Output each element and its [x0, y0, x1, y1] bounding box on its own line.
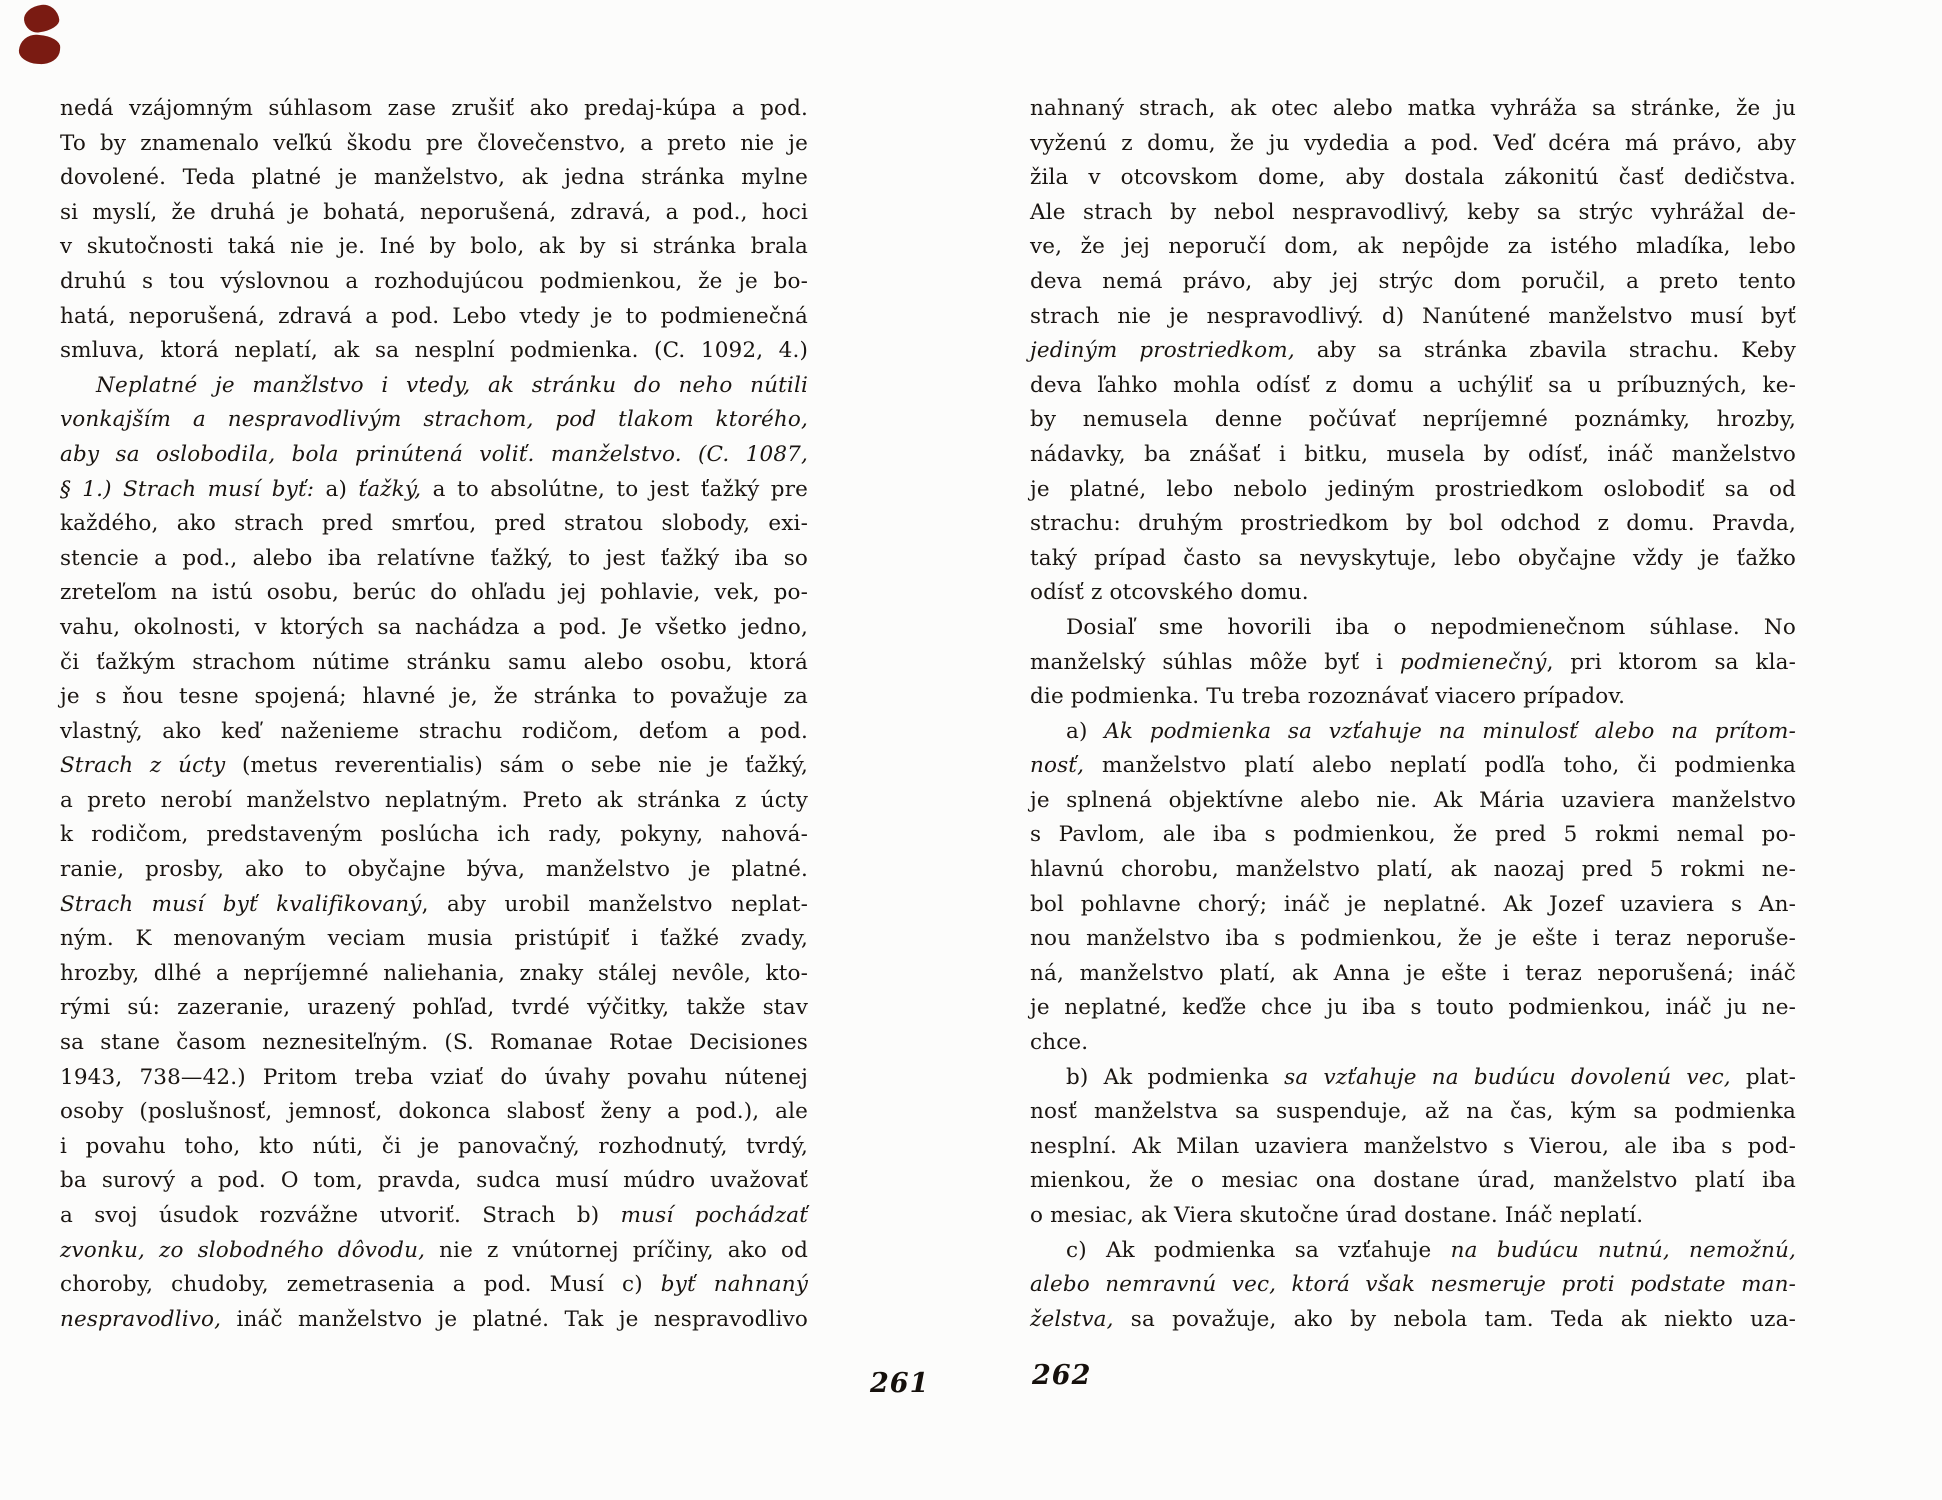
- italic-text-run: jediným prostriedkom,: [1030, 338, 1295, 364]
- text-line: [1030, 991, 1796, 1026]
- text-line: [60, 1026, 808, 1061]
- text-line: [1030, 230, 1796, 265]
- text-line: [60, 473, 808, 508]
- italic-text-run: želstva,: [1030, 1306, 1114, 1332]
- text-line: [60, 196, 808, 231]
- text-run: každého, ako strach pred smrťou, pred stratou slobody, exi-: [60, 511, 808, 537]
- text-run: a): [1066, 718, 1105, 744]
- italic-text-run: Ak podmienka sa vzťahuje na minulosť alebo na prítom-: [1104, 718, 1796, 744]
- text-line: [1030, 334, 1796, 369]
- text-run: zreteľom na istú osobu, berúc do ohľadu jej pohlavie, vek, po-: [60, 580, 808, 606]
- text-run: plat-: [1730, 1064, 1796, 1090]
- right-page-text-column: [1030, 92, 1796, 1337]
- text-run: vyženú z domu, že ju vydedia a pod. Veď dcéra má právo, aby: [1030, 130, 1796, 156]
- text-line: [1030, 1026, 1796, 1061]
- text-line: [1030, 1130, 1796, 1165]
- text-line: [60, 300, 808, 335]
- text-run: by nemusela denne počúvať nepríjemné poznámky, hrozby,: [1030, 407, 1796, 433]
- text-line: [60, 853, 808, 888]
- text-run: ná, manželstvo platí, ak Anna je ešte i teraz neporušená; ináč: [1030, 960, 1796, 986]
- ink-mark: [18, 34, 61, 66]
- text-line: [1030, 196, 1796, 231]
- text-run: ným. K menovaným veciam musia pristúpiť i ťažké zvady,: [60, 926, 808, 952]
- text-line: [1030, 1268, 1796, 1303]
- text-run: nosť manželstva sa suspenduje, až na čas, kým sa podmienka: [1030, 1099, 1796, 1125]
- italic-text-run: zvonku, zo slobodného dôvodu,: [60, 1237, 426, 1263]
- text-line: [60, 818, 808, 853]
- text-run: strachu: druhým prostriedkom by bol odchod z domu. Pravda,: [1030, 511, 1796, 537]
- text-run: mienkou, že o mesiac ona dostane úrad, manželstvo platí iba: [1030, 1168, 1796, 1194]
- text-run: žila v otcovskom dome, aby dostala zákonitú časť dedičstva.: [1030, 165, 1796, 191]
- text-line: [60, 1095, 808, 1130]
- text-run: taký prípad často sa nevyskytuje, lebo obyčajne vždy je ťažko: [1030, 545, 1796, 571]
- text-line: [60, 542, 808, 577]
- left-page-text-column: [60, 92, 808, 1337]
- ink-mark: [22, 3, 60, 34]
- text-line: [60, 369, 808, 404]
- text-line: [60, 438, 808, 473]
- text-line: [60, 403, 808, 438]
- text-line: [1030, 1095, 1796, 1130]
- italic-text-run: Strach musí byť kvalifikovaný: [60, 891, 422, 917]
- text-line: [60, 715, 808, 750]
- text-run: deva nemá právo, aby jej strýc dom poručil, a preto tento: [1030, 268, 1796, 294]
- italic-text-run: § 1.) Strach musí byť:: [60, 476, 315, 502]
- italic-text-run: Strach z úcty: [60, 753, 226, 779]
- text-line: [60, 922, 808, 957]
- text-line: [60, 1199, 808, 1234]
- text-line: [1030, 542, 1796, 577]
- text-line: [60, 1164, 808, 1199]
- text-run: si myslí, že druhá je bohatá, neporušená, zdravá, a pod., hoci: [60, 199, 808, 225]
- text-run: je s ňou tesne spojená; hlavné je, že stránka to považuje za: [60, 684, 808, 710]
- italic-text-run: Neplatné je manžlstvo i vtedy, ak stránku do neho nútili: [96, 372, 808, 398]
- text-run: (metus reverentialis) sám o sebe nie je ťažký,: [225, 753, 808, 779]
- text-line: [1030, 853, 1796, 888]
- text-run: nahnaný strach, ak otec alebo matka vyhráža sa stránke, že ju: [1030, 96, 1796, 121]
- text-line: [1030, 611, 1796, 646]
- text-run: nádavky, ba znášať i bitku, musela by odísť, ináč manželstvo: [1030, 441, 1796, 467]
- text-run: , pri ktorom sa kla-: [1546, 649, 1796, 675]
- text-run: Ale strach by nebol nespravodlivý, keby sa strýc vyhrážal de-: [1030, 199, 1796, 225]
- text-line: [1030, 784, 1796, 819]
- text-run: druhú s tou výslovnou a rozhodujúcou podmienkou, že je bo-: [60, 268, 808, 294]
- italic-text-run: nosť,: [1030, 753, 1085, 779]
- text-line: [1030, 92, 1796, 127]
- page-number-right: 262: [1032, 1360, 1092, 1391]
- text-line: [1030, 922, 1796, 957]
- text-run: chce.: [1030, 1030, 1089, 1056]
- text-run: o mesiac, ak Viera skutočne úrad dostane. Ináč neplatí.: [1030, 1203, 1644, 1228]
- italic-text-run: ťažký,: [358, 476, 422, 502]
- text-line: [1030, 957, 1796, 992]
- text-line: [1030, 1061, 1796, 1096]
- text-line: [60, 334, 808, 369]
- text-run: c) Ak podmienka sa vzťahuje: [1066, 1237, 1451, 1263]
- text-run: nie z vnútornej príčiny, ako od: [425, 1237, 808, 1263]
- page-number-left: 261: [870, 1368, 930, 1399]
- text-line: [60, 646, 808, 681]
- text-run: je splnená objektívne alebo nie. Ak Mária uzaviera manželstvo: [1030, 787, 1796, 813]
- text-run: manželstvo platí alebo neplatí podľa toho, či podmienka: [1084, 753, 1796, 779]
- text-line: [60, 1268, 808, 1303]
- text-line: [60, 749, 808, 784]
- text-line: [1030, 888, 1796, 923]
- text-line: [60, 784, 808, 819]
- text-run: sa stane časom neznesiteľným. (S. Romanae Rotae Decisiones: [60, 1030, 808, 1056]
- text-line: [1030, 818, 1796, 853]
- text-run: strach nie je nespravodlivý. d) Nanútené manželstvo musí byť: [1030, 303, 1796, 329]
- text-run: bol pohlavne chorý; ináč je neplatné. Ak Jozef uzaviera s An-: [1030, 891, 1796, 917]
- text-line: [60, 265, 808, 300]
- text-run: a to absolútne, to jest ťažký pre: [421, 476, 809, 502]
- text-line: [1030, 369, 1796, 404]
- text-run: ináč manželstvo je platné. Tak je nespravodlivo: [221, 1306, 808, 1332]
- text-line: [1030, 265, 1796, 300]
- text-run: k rodičom, predstaveným poslúcha ich rady, pokyny, nahová-: [60, 822, 808, 848]
- text-run: , aby urobil manželstvo neplat-: [421, 891, 809, 917]
- text-run: nedá vzájomným súhlasom zase zrušiť ako predaj-kúpa a pod.: [60, 96, 808, 121]
- text-line: [60, 507, 808, 542]
- text-line: [1030, 576, 1796, 611]
- text-run: Dosiaľ sme hovorili iba o nepodmienečnom súhlase. No: [1066, 614, 1796, 640]
- text-run: deva ľahko mohla odísť z domu a uchýliť sa u príbuzných, ke-: [1030, 372, 1796, 398]
- text-run: osoby (poslušnosť, jemnosť, dokonca slabosť ženy a pod.), ale: [60, 1099, 808, 1125]
- text-line: [1030, 403, 1796, 438]
- text-line: [60, 1234, 808, 1269]
- text-line: [60, 1061, 808, 1096]
- text-run: aby sa stránka zbavila strachu. Keby: [1294, 338, 1796, 364]
- text-line: [60, 680, 808, 715]
- italic-text-run: sa vzťahuje na budúcu dovolenú vec,: [1284, 1064, 1731, 1090]
- text-line: [1030, 1234, 1796, 1269]
- text-line: [1030, 680, 1796, 715]
- text-line: [1030, 127, 1796, 162]
- italic-text-run: na budúcu nutnú, nemožnú,: [1450, 1237, 1796, 1263]
- text-run: smluva, ktorá neplatí, ak sa nesplní podmienka. (C. 1092, 4.): [60, 338, 808, 364]
- text-line: [60, 161, 808, 196]
- text-line: [1030, 646, 1796, 681]
- italic-text-run: vonkajším a nespravodlivým strachom, pod tlakom ktorého,: [60, 407, 808, 433]
- text-run: ve, že jej neporučí dom, ak nepôjde za istého mladíka, lebo: [1030, 234, 1796, 260]
- text-run: dovolené. Teda platné je manželstvo, ak jedna stránka mylne: [60, 165, 808, 191]
- text-run: vahu, okolnosti, v ktorých sa nachádza a pod. Je všetko jedno,: [60, 614, 808, 640]
- text-line: [1030, 715, 1796, 750]
- text-run: je platné, lebo nebolo jediným prostriedkom oslobodiť sa od: [1030, 476, 1796, 502]
- text-run: nou manželstvo iba s podmienkou, že je ešte i teraz neporuše-: [1030, 926, 1796, 952]
- text-line: [60, 611, 808, 646]
- text-run: v skutočnosti taká nie je. Iné by bolo, ak by si stránka brala: [60, 234, 808, 260]
- text-line: [60, 888, 808, 923]
- text-line: [60, 92, 808, 127]
- text-run: hrozby, dlhé a nepríjemné naliehania, znaky stálej nevôle, kto-: [60, 960, 808, 986]
- text-run: a preto nerobí manželstvo neplatným. Preto ak stránka z úcty: [60, 787, 808, 813]
- text-run: 1943, 738—42.) Pritom treba vziať do úvahy povahu nútenej: [60, 1064, 808, 1090]
- text-line: [60, 1130, 808, 1165]
- italic-text-run: byť nahnaný: [660, 1272, 808, 1298]
- text-line: [60, 1303, 808, 1338]
- italic-text-run: alebo nemravnú vec, ktorá však nesmeruje proti podstate man-: [1030, 1272, 1796, 1298]
- text-line: [1030, 1303, 1796, 1338]
- text-run: a svoj úsudok rozvážne utvoriť. Strach b): [60, 1203, 621, 1228]
- text-run: odísť z otcovského domu.: [1030, 580, 1309, 606]
- text-line: [1030, 507, 1796, 542]
- text-line: [1030, 438, 1796, 473]
- text-run: či ťažkým strachom nútime stránku samu alebo osobu, ktorá: [60, 649, 808, 675]
- text-run: hatá, neporušená, zdravá a pod. Lebo vtedy je to podmienečná: [60, 303, 808, 329]
- text-run: To by znamenalo veľkú škodu pre človečenstvo, a preto nie je: [60, 130, 808, 156]
- italic-text-run: podmienečný: [1399, 649, 1547, 675]
- text-line: [1030, 161, 1796, 196]
- text-run: sa považuje, ako by nebola tam. Teda ak niekto uza-: [1113, 1306, 1796, 1332]
- text-run: choroby, chudoby, zemetrasenia a pod. Musí c): [60, 1272, 661, 1298]
- text-run: rými sú: zazeranie, urazený pohľad, tvrdé výčitky, takže stav: [60, 995, 808, 1021]
- text-line: [1030, 300, 1796, 335]
- text-run: b) Ak podmienka: [1066, 1064, 1285, 1090]
- text-run: nesplní. Ak Milan uzaviera manželstvo s Vierou, ale iba s pod-: [1030, 1133, 1796, 1159]
- text-run: stencie a pod., alebo iba relatívne ťažký, to jest ťažký iba so: [60, 545, 808, 571]
- text-run: ranie, prosby, ako to obyčajne býva, manželstvo je platné.: [60, 857, 808, 883]
- text-line: [1030, 1199, 1796, 1234]
- text-line: [60, 957, 808, 992]
- text-line: [1030, 1164, 1796, 1199]
- italic-text-run: musí pochádzať: [620, 1203, 808, 1228]
- text-line: [1030, 473, 1796, 508]
- text-run: manželský súhlas môže byť i: [1030, 649, 1400, 675]
- text-run: hlavnú chorobu, manželstvo platí, ak naozaj pred 5 rokmi ne-: [1030, 857, 1796, 883]
- text-run: a): [314, 476, 359, 502]
- text-run: i povahu toho, kto núti, či je panovačný, rozhodnutý, tvrdý,: [60, 1133, 808, 1159]
- text-line: [60, 991, 808, 1026]
- text-run: vlastný, ako keď naženieme strachu rodičom, deťom a pod.: [60, 718, 808, 744]
- text-line: [60, 127, 808, 162]
- italic-text-run: nespravodlivo,: [60, 1306, 222, 1332]
- text-line: [60, 230, 808, 265]
- text-run: ba surový a pod. O tom, pravda, sudca musí múdro uvažovať: [60, 1168, 808, 1194]
- text-line: [1030, 749, 1796, 784]
- text-run: je neplatné, keďže chce ju iba s touto podmienkou, ináč ju ne-: [1030, 995, 1796, 1021]
- italic-text-run: aby sa oslobodila, bola prinútená voliť. manželstvo. (C. 1087,: [60, 441, 808, 467]
- text-run: s Pavlom, ale iba s podmienkou, že pred 5 rokmi nemal po-: [1030, 822, 1796, 848]
- text-run: die podmienka. Tu treba rozoznávať viacero prípadov.: [1030, 684, 1626, 710]
- text-line: [60, 576, 808, 611]
